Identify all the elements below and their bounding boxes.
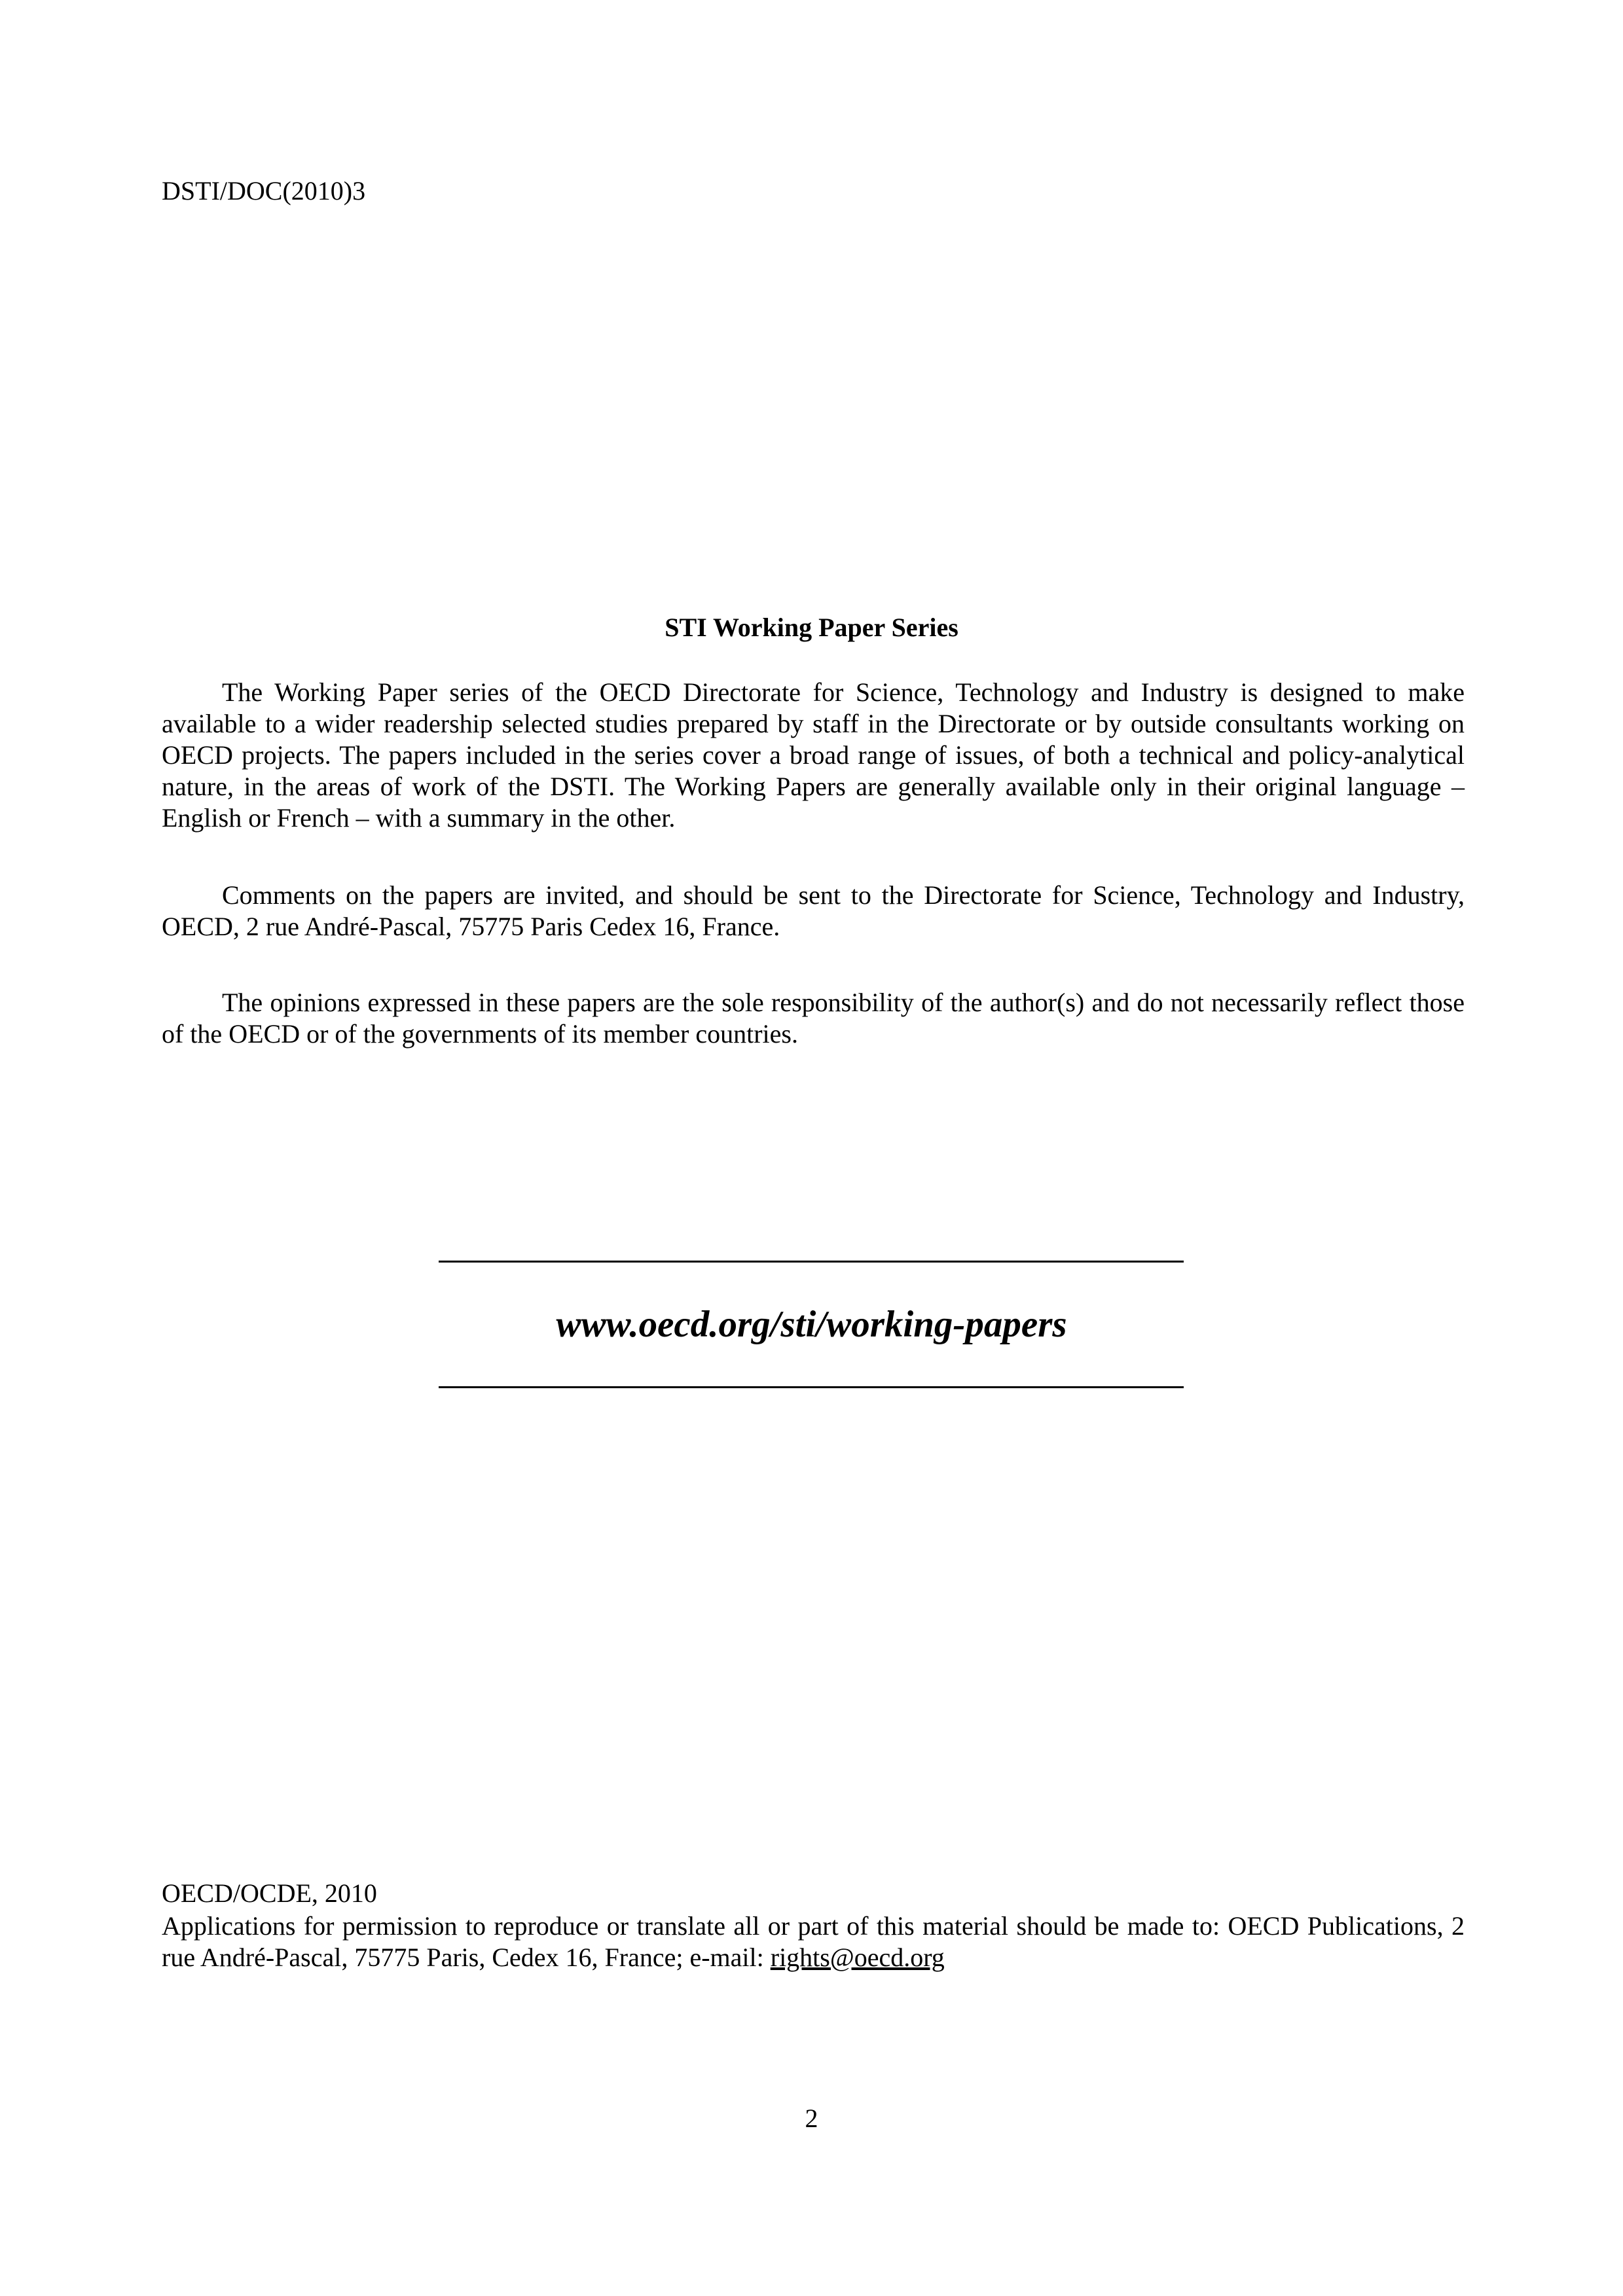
series-title: STI Working Paper Series xyxy=(665,613,958,642)
website-link[interactable]: www.oecd.org/sti/working-papers xyxy=(556,1304,1067,1345)
document-reference: DSTI/DOC(2010)3 xyxy=(162,176,366,206)
series-description-paragraph: The Working Paper series of the OECD Directorate for Science, Technology and Industry is designed to make available to a wider readership selected studies prepared by staff in the Directorate or by outside consultants working on OECD projects. The papers included in the series cover a broad range of issues, of both a technical and policy-analytical nature, in the areas of work of the DSTI. The Working Papers are generally available only in their original language – English or French – with a summary in the other. xyxy=(162,677,1465,833)
comments-paragraph: Comments on the papers are invited, and should be sent to the Directorate for Science, Technology and Industry, OECD, 2 rue André-Pascal, 75775 Paris Cedex 16, France. xyxy=(162,880,1465,941)
permission-notice xyxy=(162,1910,1465,1973)
top-divider-line xyxy=(439,1261,1184,1263)
permission-text: Applications for permission to reproduce or translate all or part of this material should be made to: OECD Publications, 2 rue André-Pascal, 75775 Paris, Cedex 16, France; e-mail: xyxy=(162,1911,1465,1972)
bottom-divider-line xyxy=(439,1386,1184,1388)
page-number: 2 xyxy=(805,2104,818,2133)
copyright-notice: OECD/OCDE, 2010 xyxy=(162,1878,377,1908)
disclaimer-paragraph: The opinions expressed in these papers are the sole responsibility of the author(s) and do not necessarily reflect those of the OECD or of the governments of its member countries. xyxy=(162,988,1465,1049)
email-link[interactable]: rights@oecd.org xyxy=(770,1943,945,1972)
